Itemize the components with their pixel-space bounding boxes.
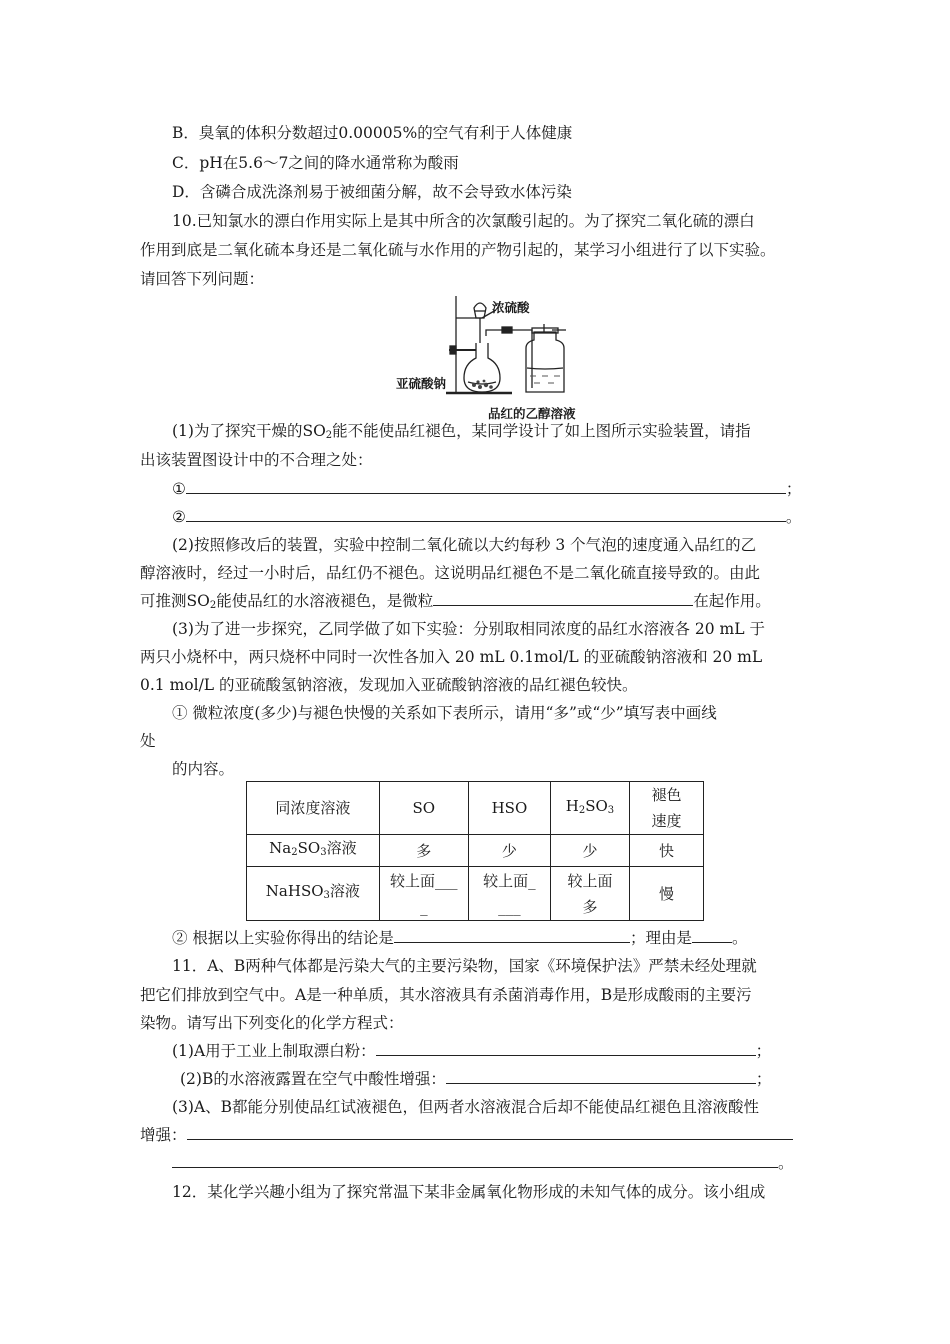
- q10-p2-line2: 醇溶液时，经过一小时后，品红仍不褪色。这说明品红褪色不是二氧化硫直接导致的。由此: [140, 564, 761, 582]
- q10-p3-line3: 0.1 mol/L 的亚硫酸氢钠溶液，发现加入亚硫酸钠溶液的品红褪色较快。: [140, 676, 638, 694]
- q9-option-d: D．含磷合成洗涤剂易于被细菌分解，故不会导致水体污染: [172, 183, 572, 201]
- q10-p1-item2: ② 。: [172, 508, 802, 526]
- q9-option-b: B．臭氧的体积分数超过0.00005%的空气有利于人体健康: [172, 124, 573, 142]
- q10-p3-sub1-line3: 的内容。: [172, 760, 235, 778]
- q11-intro-line2: 把它们排放到空气中。A是一种单质，其水溶液具有杀菌消毒作用，B是形成酸雨的主要污: [140, 986, 752, 1004]
- q10-p2-line1: (2)按照修改后的装置，实验中控制二氧化硫以大约每秒 3 个气泡的速度通入品红的乙: [172, 536, 757, 554]
- q10-p3-sub1-line2: 处: [140, 732, 156, 750]
- q11-p1: (1)A用于工业上制取漂白粉： ；: [172, 1042, 772, 1060]
- q12-line1: 12．某化学兴趣小组为了探究常温下某非金属氧化物形成的未知气体的成分。该小组成: [172, 1183, 766, 1201]
- row1-rate: 快: [629, 835, 703, 867]
- q11-intro-line1: 11．A、B两种气体都是污染大气的主要污染物，国家《环境保护法》严禁未经处理就: [172, 957, 757, 975]
- q10-p1-line1: (1)为了探究干燥的$SO_2$能不能使品红褪色，某同学设计了如上图所示实验装置，请指: [172, 422, 751, 441]
- answer-blank-q11-3b[interactable]: [172, 1153, 778, 1168]
- q10-p2-line3: 可推测$SO_2$能使品红的水溶液褪色，是微粒 在起作用。: [140, 592, 771, 611]
- row1-solution: $Na_2SO_3$溶液: [247, 835, 380, 867]
- q10-p3-sub1-line1: ① 微粒浓度(多少)与褪色快慢的关系如下表所示，请用“多”或“少”填写表中画线: [172, 704, 717, 722]
- answer-blank-2[interactable]: [186, 507, 786, 522]
- q11-p2: (2)B的水溶液露置在空气中酸性增强： ；: [180, 1070, 772, 1088]
- row2-h2so3: 较上面 多: [550, 867, 629, 921]
- header-hso: HSO: [468, 782, 550, 835]
- row1-so: 多: [379, 835, 468, 867]
- q10-intro-line2: 作用到底是二氧化硫本身还是二氧化硫与水作用的产物引起的，某学习小组进行了以下实验。: [140, 241, 776, 259]
- answer-blank-particle[interactable]: [433, 591, 693, 606]
- answer-blank-q11-1[interactable]: [376, 1041, 756, 1056]
- table-row: [247, 835, 704, 867]
- q10-intro-line3: 请回答下列问题：: [140, 270, 265, 288]
- row2-rate: 慢: [629, 867, 703, 921]
- header-solution: 同浓度溶液: [247, 782, 380, 835]
- q11-p3-line3: 。: [172, 1153, 794, 1173]
- q10-p1-line2: 出该装置图设计中的不合理之处：: [140, 451, 373, 469]
- q9-option-c: C．pH在5.6～7之间的降水通常称为酸雨: [172, 154, 459, 172]
- concentration-table: [246, 781, 704, 921]
- q11-p3-line2: 增强：: [140, 1125, 793, 1145]
- row1-hso: 少: [468, 835, 550, 867]
- label-concentrated-sulfuric-acid: 浓硫酸: [492, 300, 530, 315]
- table-row: [247, 867, 704, 921]
- q11-p3-line1: (3)A、B都能分别使品红试液褪色，但两者水溶液混合后却不能使品红褪色且溶液酸性: [172, 1098, 760, 1116]
- header-rate: 褪色 速度: [629, 782, 703, 835]
- label-sodium-sulfite: 亚硫酸钠: [396, 376, 447, 391]
- row2-solution: NaHSO$_3$溶液: [247, 867, 380, 921]
- row2-hso[interactable]: 较上面_ ___: [468, 867, 550, 921]
- answer-blank-reason[interactable]: [692, 928, 732, 943]
- answer-blank-conclusion[interactable]: [394, 928, 630, 943]
- header-h2so3: $H_2SO_3$: [550, 782, 629, 835]
- q10-conclusion: ② 根据以上实验你得出的结论是 ；理由是 。: [172, 929, 748, 947]
- q10-p3-line1: (3)为了进一步探究，乙同学做了如下实验：分别取相同浓度的品红水溶液各 20 mL 于: [172, 620, 765, 638]
- row2-so[interactable]: 较上面___ _: [379, 867, 468, 921]
- q10-p1-item1: ① ；: [172, 480, 802, 498]
- q10-p3-line2: 两只小烧杯中，两只烧杯中同时一次性各加入 20 mL 0.1mol/L 的亚硫酸钠溶液和 20 mL: [140, 648, 763, 666]
- answer-blank-q11-2[interactable]: [446, 1069, 756, 1084]
- header-so: SO: [379, 782, 468, 835]
- apparatus-figure: [394, 288, 594, 423]
- q10-intro-line1: 10.已知氯水的漂白作用实际上是其中所含的次氯酸引起的。为了探究二氧化硫的漂白: [172, 212, 755, 230]
- table-header-row: [247, 782, 704, 835]
- row1-h2so3: 少: [550, 835, 629, 867]
- q11-intro-line3: 染物。请写出下列变化的化学方程式：: [140, 1014, 404, 1032]
- label-ethanol-fuchsin-solution: 品红的乙醇溶液: [488, 406, 576, 421]
- answer-blank-q11-3a[interactable]: [187, 1125, 793, 1140]
- answer-blank-1[interactable]: [186, 479, 786, 494]
